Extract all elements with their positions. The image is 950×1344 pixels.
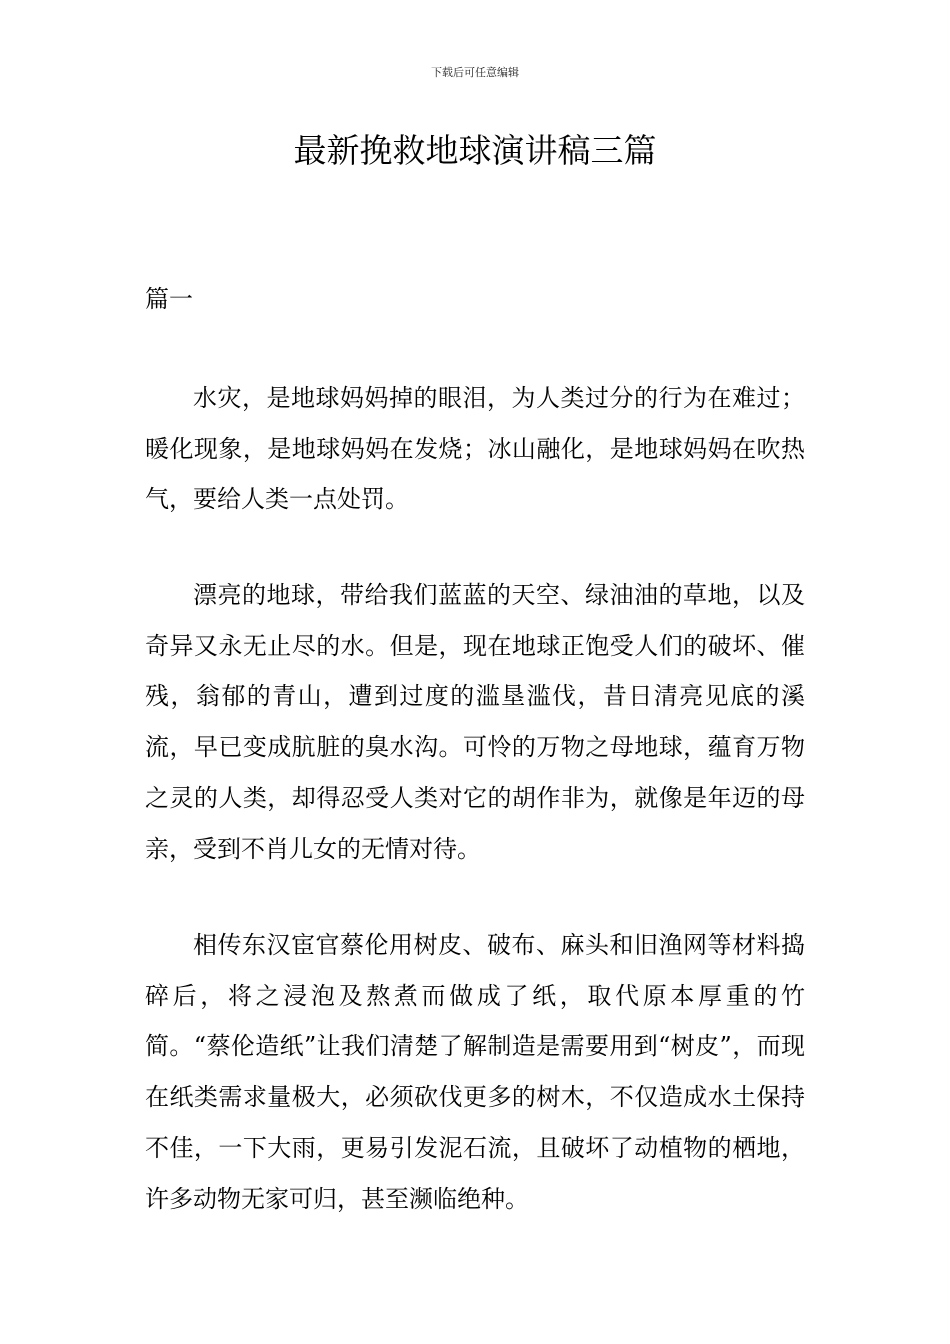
document-title: 最新挽救地球演讲稿三篇 bbox=[293, 131, 657, 170]
paragraph-3: 相传东汉宦官蔡伦用树皮、破布、麻头和旧渔网等材料捣碎后，将之浸泡及熬煮而做成了纸，取代原本厚重的竹简。“蔡伦造纸”让我们清楚了解制造是需要用到“树皮”，而现在纸类需求量极大，必须砍伐更多的树木，不仅造成水土保持不佳，一下大雨，更易引发泥石流，且破坏了动植物的栖地，许多动物无家可归，甚至濒临绝种。 bbox=[145, 931, 805, 1213]
section-label: 篇一 bbox=[145, 285, 193, 313]
header-note: 下载后可任意编辑 bbox=[431, 66, 519, 79]
paragraph-2: 漂亮的地球，带给我们蓝蓝的天空、绿油油的草地，以及奇异又永无止尽的水。但是，现在地球正饱受人们的破坏、催残，翁郁的青山，遭到过度的滥垦滥伐，昔日清亮见底的溪流，早已变成肮脏的臭水沟。可怜的万物之母地球，蕴育万物之灵的人类，却得忍受人类对它的胡作非为，就像是年迈的母亲，受到不肖儿女的无情对待。 bbox=[145, 581, 805, 863]
paragraph-1: 水灾，是地球妈妈掉的眼泪，为人类过分的行为在难过；暖化现象，是地球妈妈在发烧；冰山融化，是地球妈妈在吹热气，要给人类一点处罚。 bbox=[145, 384, 805, 514]
